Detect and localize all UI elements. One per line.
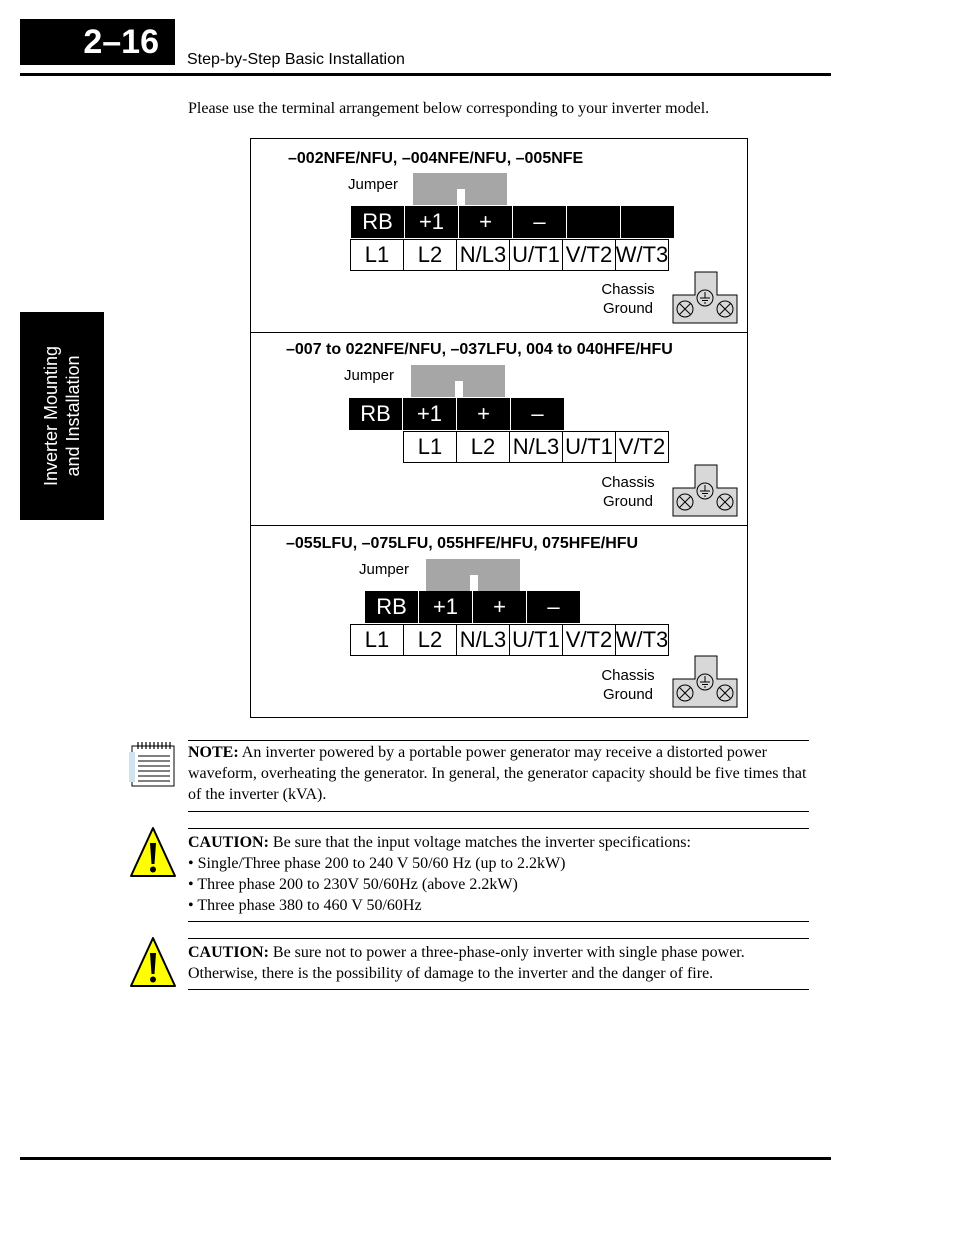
page-number: 2–16 — [20, 19, 175, 65]
caution-1-bottom-rule — [188, 921, 809, 922]
chassis-ground-label: Chassis Ground — [601, 474, 655, 510]
terminal-plus1: +1 — [419, 591, 473, 623]
caution-1-text: CAUTION: Be sure that the input voltage matches the inverter specifications: • Single/Three phase 200 to 240 V 50/60 Hz (up to 2.2kW) • Three phase 200 to 230V 50/60Hz (above 2.2kW) • Three phase 380 to 460 V 50/60Hz — [188, 832, 813, 916]
caution-2-text: CAUTION: Be sure not to power a three-phase-only inverter with single phase power. Otherwise, there is the possibility of damage to the inverter and the danger of fire. — [188, 944, 745, 982]
terminal-plus1: +1 — [403, 398, 457, 430]
panel-divider — [251, 332, 747, 333]
panel-title: –007 to 022NFE/NFU, –037LFU, 004 to 040HFE/HFU — [286, 341, 673, 358]
note-top-rule — [188, 740, 809, 741]
terminal-diagram — [250, 138, 748, 718]
terminal-ut1: U/T1 — [562, 431, 616, 463]
terminal-row-bottom — [404, 431, 669, 463]
jumper-label: Jumper — [344, 367, 395, 384]
terminal-plus: + — [473, 591, 527, 623]
terminal-plus: + — [457, 398, 511, 430]
terminal-l1: L1 — [350, 624, 404, 656]
terminal-vt2: V/T2 — [615, 431, 669, 463]
terminal-nl3: N/L3 — [456, 239, 510, 271]
terminal-l1: L1 — [403, 431, 457, 463]
note-bottom-rule — [188, 811, 809, 812]
terminal-minus: – — [511, 398, 565, 430]
terminal-nl3: N/L3 — [456, 624, 510, 656]
terminal-plus: + — [459, 206, 513, 238]
terminal-row-top — [351, 206, 675, 238]
terminal-ut1: U/T1 — [509, 239, 563, 271]
intro-paragraph: Please use the terminal arrangement below corresponding to your inverter model. — [188, 100, 710, 117]
caution-1-bullet: • Three phase 380 to 460 V 50/60Hz — [188, 897, 422, 914]
terminal-wt3: W/T3 — [615, 624, 669, 656]
caution-1-bullet: • Single/Three phase 200 to 240 V 50/60 Hz (up to 2.2kW) — [188, 855, 566, 872]
terminal-minus: – — [527, 591, 581, 623]
terminal-row-bottom — [351, 624, 669, 656]
chapter-side-tab — [20, 312, 104, 520]
terminal-vt2: V/T2 — [562, 624, 616, 656]
jumper-bar — [413, 173, 507, 205]
terminal-l2: L2 — [403, 239, 457, 271]
terminal-blank — [567, 206, 621, 238]
terminal-l2: L2 — [403, 624, 457, 656]
terminal-ut1: U/T1 — [509, 624, 563, 656]
caution-1-top-rule — [188, 828, 809, 829]
footer-rule — [20, 1157, 831, 1160]
warning-triangle-icon — [129, 936, 177, 988]
jumper-label: Jumper — [348, 176, 399, 193]
jumper-bar — [411, 365, 505, 397]
jumper-bar — [426, 559, 520, 591]
panel-title: –002NFE/NFU, –004NFE/NFU, –005NFE — [288, 150, 584, 167]
terminal-l2: L2 — [456, 431, 510, 463]
terminal-blank — [621, 206, 675, 238]
terminal-row-bottom — [351, 239, 669, 271]
panel-divider — [251, 525, 747, 526]
section-title: Step-by-Step Basic Installation — [187, 51, 405, 68]
terminal-nl3: N/L3 — [509, 431, 563, 463]
chassis-ground-icon — [671, 464, 739, 518]
note-text: NOTE: An inverter powered by a portable power generator may receive a distorted power waveform, overheating the generator. In general, the generator capacity should be five times that of the inverter (kVA). — [188, 744, 807, 803]
terminal-wt3: W/T3 — [615, 239, 669, 271]
terminal-rb: RB — [365, 591, 419, 623]
header-rule — [20, 73, 831, 76]
terminal-minus: – — [513, 206, 567, 238]
notepad-icon — [128, 738, 176, 788]
chassis-ground-icon — [671, 655, 739, 709]
terminal-rb: RB — [351, 206, 405, 238]
terminal-vt2: V/T2 — [562, 239, 616, 271]
caution-1-bullet: • Three phase 200 to 230V 50/60Hz (above 2.2kW) — [188, 876, 518, 893]
warning-triangle-icon — [129, 826, 177, 878]
terminal-plus1: +1 — [405, 206, 459, 238]
terminal-row-top — [365, 591, 581, 623]
terminal-l1: L1 — [350, 239, 404, 271]
jumper-label: Jumper — [359, 561, 410, 578]
caution-2-bottom-rule — [188, 989, 809, 990]
chassis-ground-label: Chassis Ground — [601, 281, 655, 317]
terminal-rb: RB — [349, 398, 403, 430]
panel-title: –055LFU, –075LFU, 055HFE/HFU, 075HFE/HFU — [286, 535, 639, 552]
chassis-ground-label: Chassis Ground — [601, 667, 655, 703]
terminal-row-top — [349, 398, 565, 430]
chassis-ground-icon — [671, 271, 739, 325]
caution-2-top-rule — [188, 938, 809, 939]
side-tab-line2: and Installation — [63, 355, 83, 477]
side-tab-line1: Inverter Mounting — [41, 345, 61, 487]
